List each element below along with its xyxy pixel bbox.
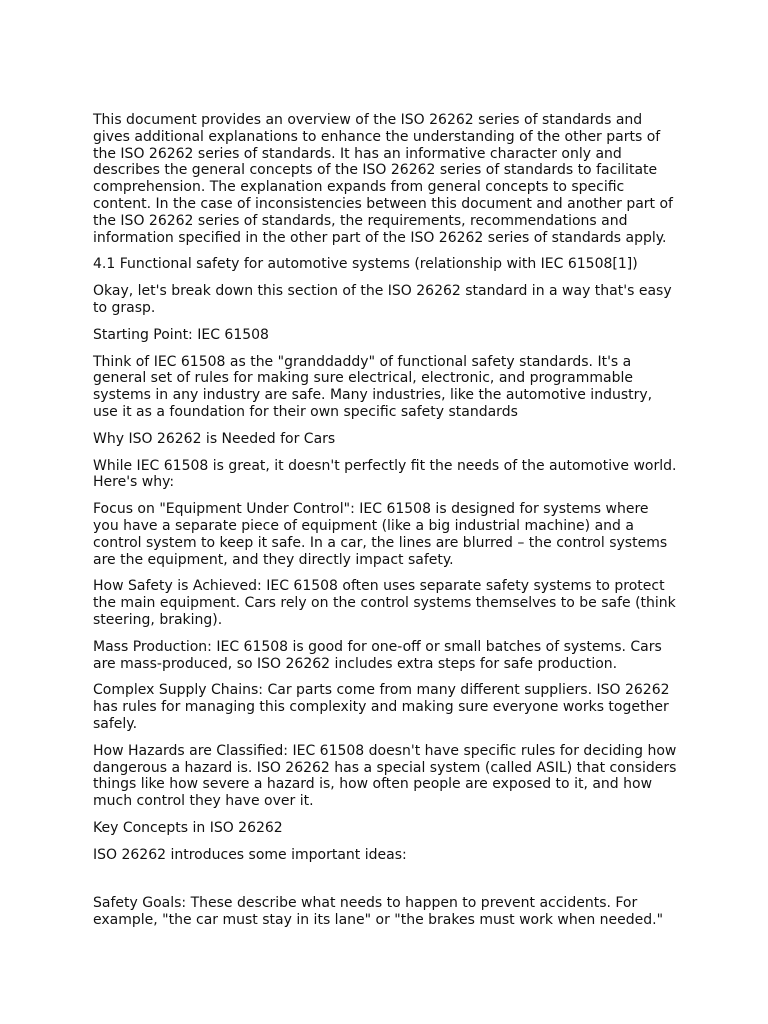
paragraph-mass-production: Mass Production: IEC 61508 is good for one-off or small batches of systems. Cars are mass-produced, so ISO 26262 includes extra steps for safe production. (93, 638, 662, 672)
heading-why-iso-26262: Why ISO 26262 is Needed for Cars (93, 430, 336, 447)
blank-line (93, 873, 678, 895)
paragraph-why-intro: While IEC 61508 is great, it doesn't perfectly fit the needs of the automotive world. Here's why: (93, 457, 677, 491)
paragraph-equipment-under-control: Focus on "Equipment Under Control": IEC 61508 is designed for systems where you have a separate piece of equipment (like a big industrial machine) and a control system to keep it safe. In a car, the lines are blurred – the control systems are the equipment, and they directly impact safety. (93, 501, 668, 568)
heading-key-concepts: Key Concepts in ISO 26262 (93, 819, 283, 836)
paragraph-supply-chains: Complex Supply Chains: Car parts come from many different suppliers. ISO 26262 has rules for managing this complexity and making sure everyone works together safely. (93, 682, 670, 732)
paragraph-key-concepts-intro: ISO 26262 introduces some important ideas: (93, 846, 407, 863)
heading-starting-point: Starting Point: IEC 61508 (93, 326, 269, 343)
paragraph-iec-61508: Think of IEC 61508 as the "granddaddy" of functional safety standards. It's a general set of rules for making sure electrical, electronic, and programmable systems in any industry are safe. Many industries, like the automotive industry, use it as a foundation for their own specific safety standards (93, 353, 653, 420)
section-heading-4-1: 4.1 Functional safety for automotive systems (relationship with IEC 61508[1]) (93, 256, 638, 273)
intro-paragraph: This document provides an overview of the ISO 26262 series of standards and gives additional explanations to enhance the understanding of the other parts of the ISO 26262 series of standards. It has an informative character only and describes the general concepts of the ISO 26262 series of standards to facilitate comprehension. The explanation expands from general concepts to specific content. In the case of inconsistencies between this document and another part of the ISO 26262 series of standards, the requirements, recommendations and information specified in the other part of the ISO 26262 series of standards apply. (93, 112, 673, 246)
document-page (93, 112, 678, 939)
paragraph-hazards-classified: How Hazards are Classified: IEC 61508 doesn't have specific rules for deciding how dangerous a hazard is. ISO 26262 has a special system (called ASIL) that considers things like how severe a hazard is, how often people are exposed to it, and how much control they have over it. (93, 742, 677, 810)
paragraph-breakdown-intro: Okay, let's break down this section of the ISO 26262 standard in a way that's easy to grasp. (93, 283, 672, 316)
paragraph-how-safety-achieved: How Safety is Achieved: IEC 61508 often uses separate safety systems to protect the main equipment. Cars rely on the control systems themselves to be safe (think steering, braking). (93, 578, 676, 628)
paragraph-safety-goals: Safety Goals: These describe what needs to happen to prevent accidents. For example, "the car must stay in its lane" or "the brakes must work when needed." (93, 895, 664, 929)
